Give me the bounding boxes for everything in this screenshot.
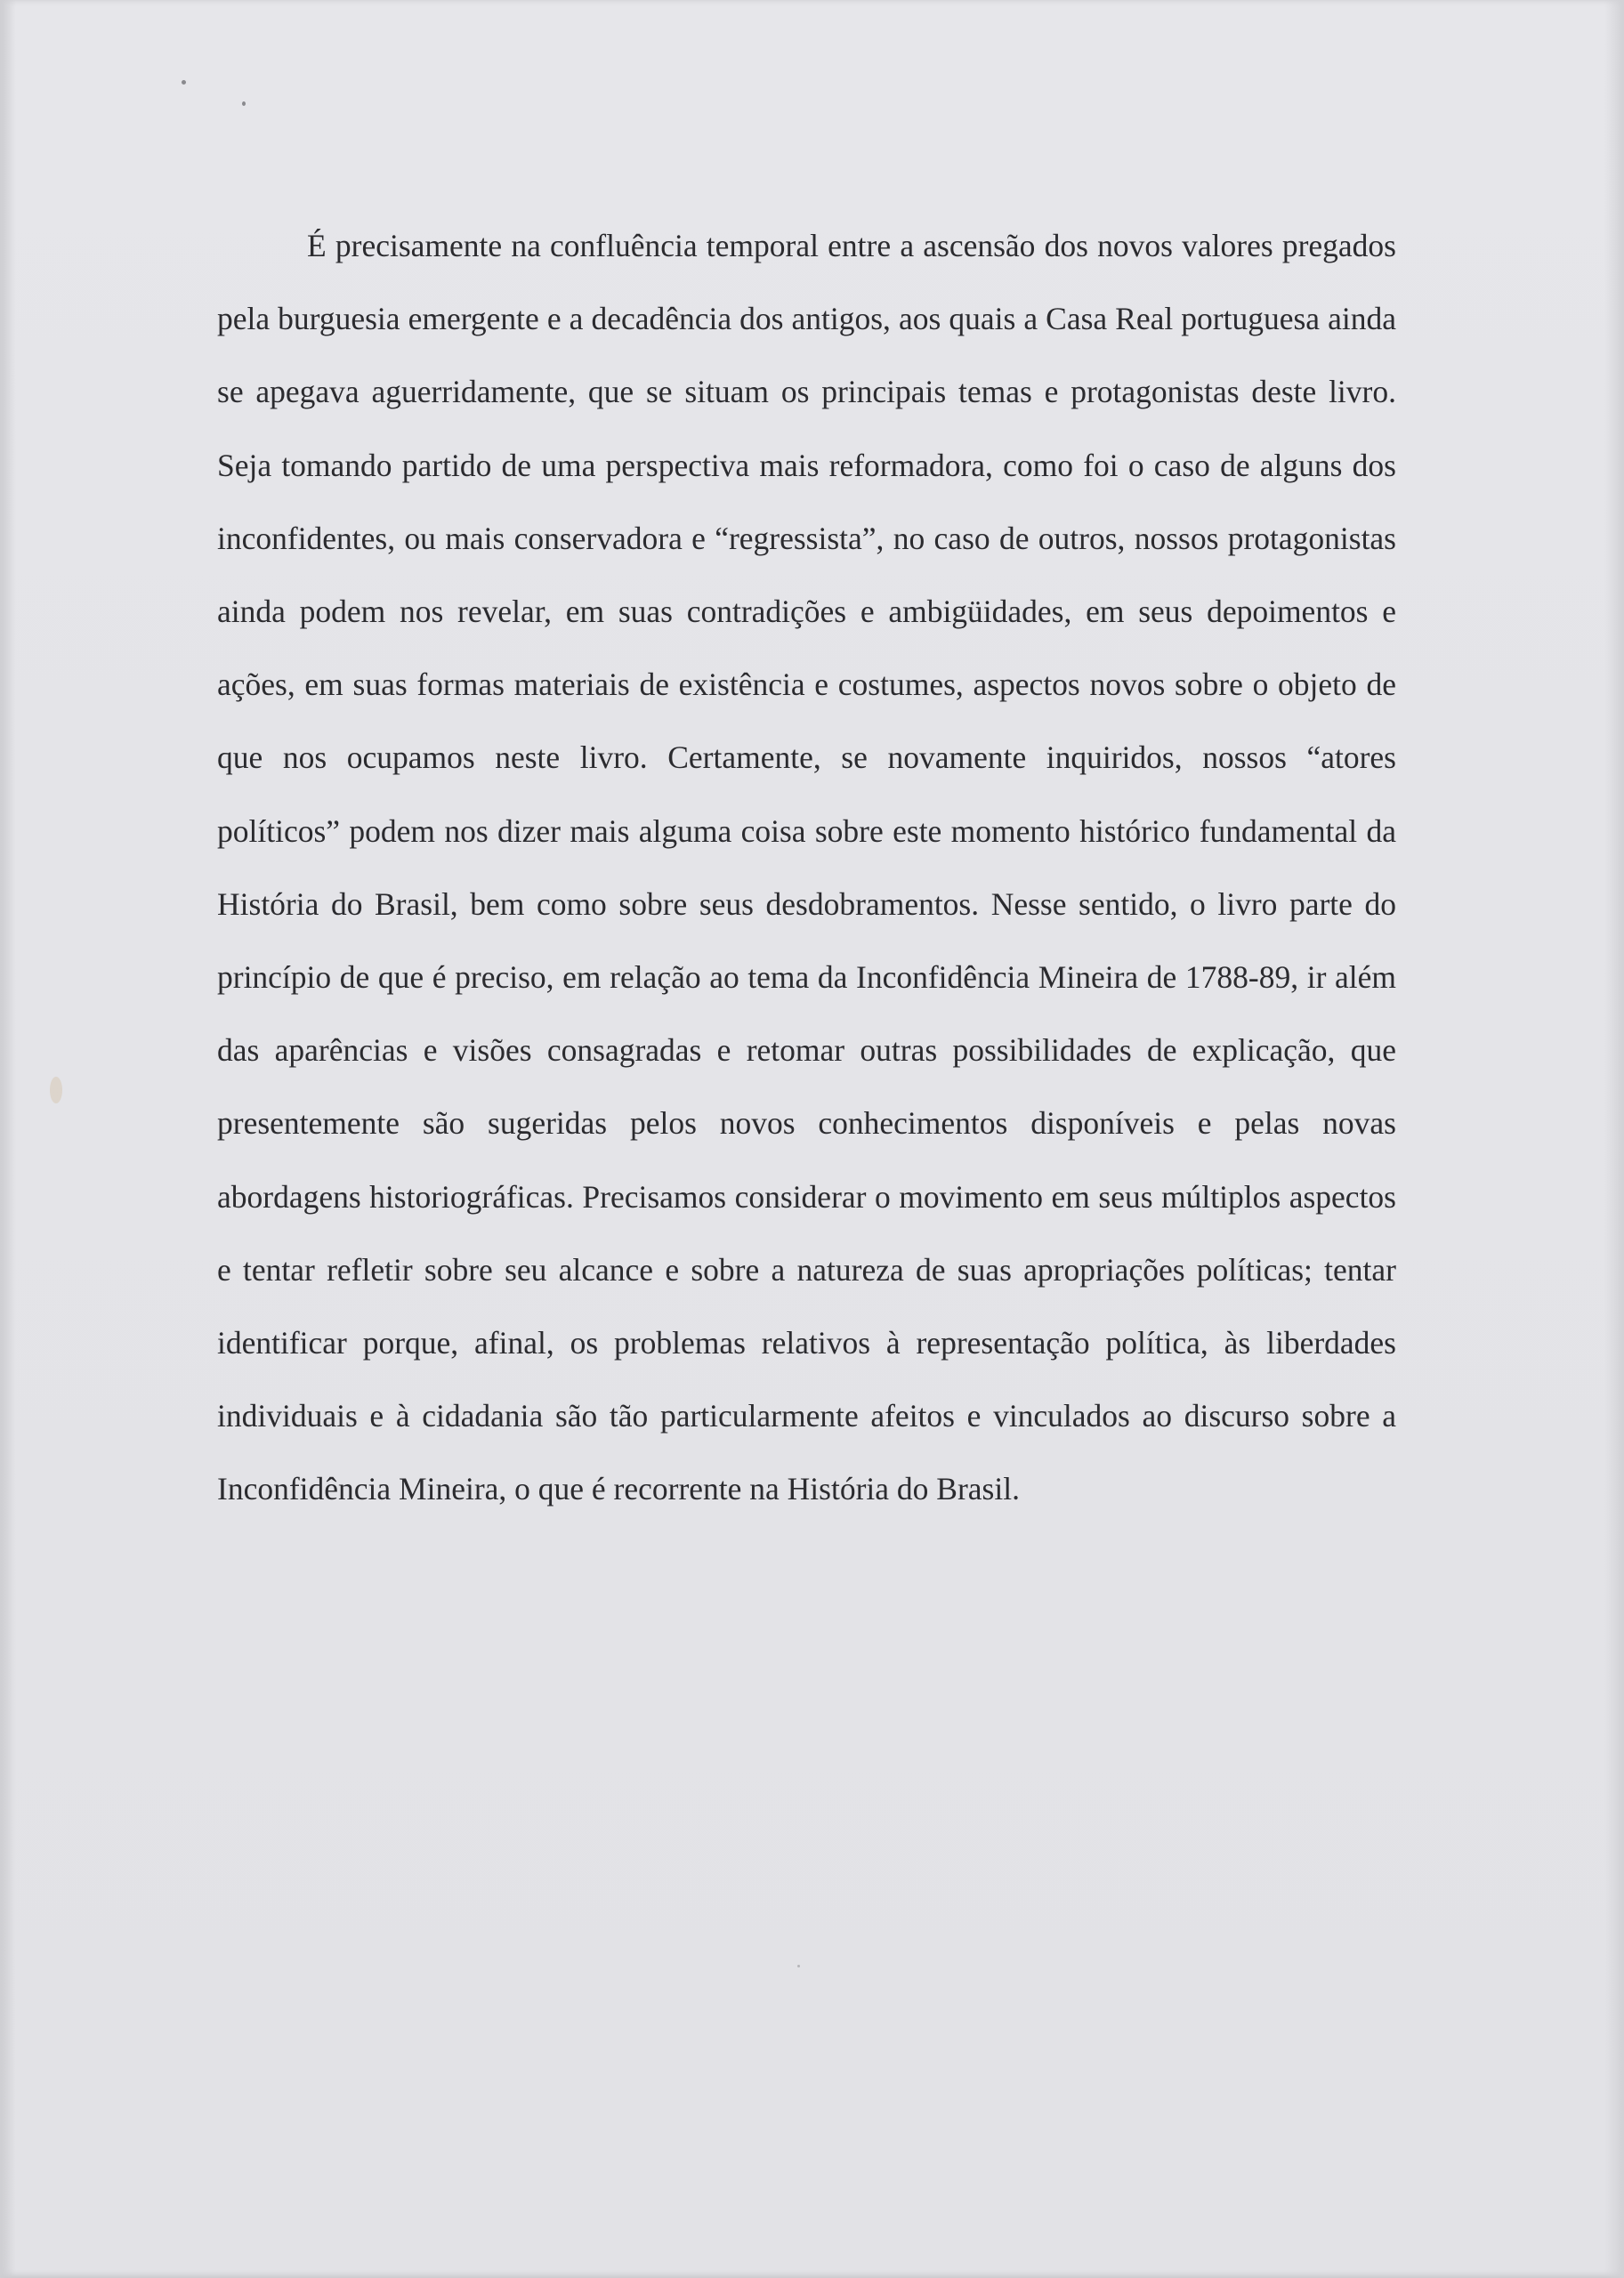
paper-stain (50, 1077, 62, 1103)
paper-left-edge (0, 0, 16, 2278)
body-paragraph: É precisamente na confluência temporal entre a ascensão dos novos valores pregados pela burguesia emergente e a decadência dos antigos, aos quais a Casa Real portuguesa ainda se apegava aguerridamente, que se situam os principais temas e protagonistas deste livro. Seja tomando partido de uma perspectiva mais reformadora, como foi o caso de alguns dos inconfidentes, ou mais conservadora e “regressista”, no caso de outros, nossos protagonistas ainda podem nos revelar, em suas contradições e ambigüidades, em seus depoimentos e ações, em suas formas materiais de existência e costumes, aspectos novos sobre o objeto de que nos ocupamos neste livro. Certamente, se novamente inquiridos, nossos “atores políticos” podem nos dizer mais alguma coisa sobre este momento histórico fundamental da História do Brasil, bem como sobre seus desdobramentos. Nesse sentido, o livro parte do princípio de que é preciso, em relação ao tema da Inconfidência Mineira de 1788-89, ir além das aparências e visões consagradas e retomar outras possibilidades de explicação, que presentemente são sugeridas pelos novos conhecimentos disponíveis e pelas novas abordagens historiográficas. Precisamos considerar o movimento em seus múltiplos aspectos e tentar refletir sobre seu alcance e sobre a natureza de suas apropriações políticas; tentar identificar porque, afinal, os problemas relativos à representação política, às liberdades individuais e à cidadania são tão particularmente afeitos e vinculados ao discurso sobre a Inconfidência Mineira, o que é recorrente na História do Brasil. (217, 228, 1396, 1507)
ink-speck (182, 80, 186, 85)
ink-speck (242, 101, 246, 106)
body-text (217, 209, 1396, 1526)
paper-right-edge (1604, 0, 1624, 2278)
ink-speck (797, 1965, 800, 1967)
